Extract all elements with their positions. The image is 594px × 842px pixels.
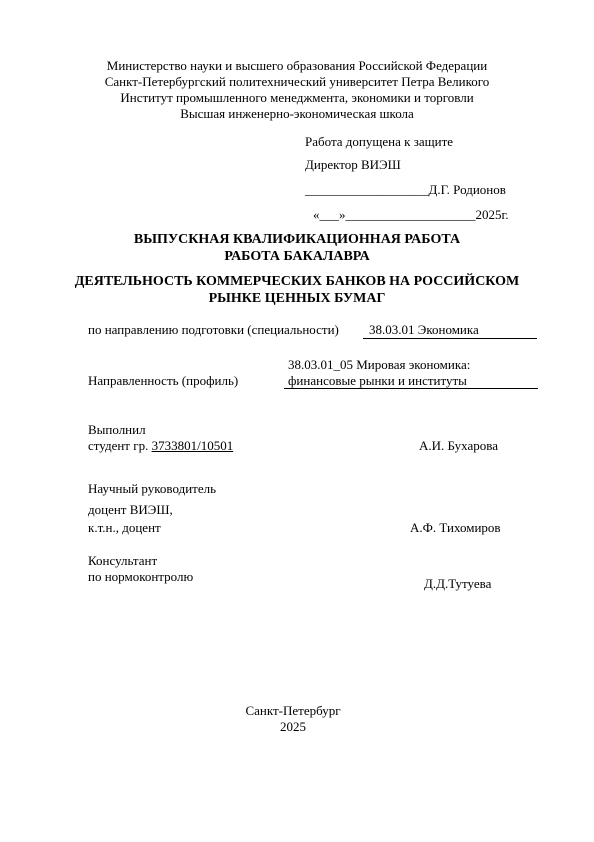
- director-label: Директор ВИЭШ: [305, 157, 401, 172]
- ministry-name: Министерство науки и высшего образования Российской Федерации: [106, 58, 488, 73]
- school-name: Высшая инженерно-экономическая школа: [180, 106, 414, 121]
- consultant-label: Консультант: [88, 553, 158, 568]
- footer-year: 2025: [280, 719, 306, 734]
- consultant-role: по нормоконтролю: [88, 569, 194, 584]
- supervisor-degree: к.т.н., доцент: [88, 520, 161, 535]
- profile-label: Направленность (профиль): [88, 373, 239, 388]
- supervisor-label: Научный руководитель: [88, 481, 217, 496]
- student-label: Выполнил: [88, 422, 146, 437]
- direction-value: 38.03.01 Экономика: [369, 322, 479, 337]
- supervisor-position: доцент ВИЭШ,: [88, 502, 173, 517]
- consultant-name: Д.Д.Тутуева: [424, 576, 492, 591]
- university-name: Санкт-Петербургский политехнический университет Петра Великого: [104, 74, 490, 89]
- director-signature-line: ___________________Д.Г. Родионов: [305, 182, 506, 197]
- direction-label: по направлению подготовки (специальности): [88, 322, 339, 337]
- profile-underline: [284, 388, 538, 389]
- institute-name: Институт промышленного менеджмента, экономики и торговли: [120, 90, 474, 105]
- footer-city: Санкт-Петербург: [245, 703, 341, 718]
- direction-underline: [363, 338, 537, 339]
- approval-date-line: «___»____________________2025г.: [313, 207, 509, 222]
- topic-title-line2: РЫНКЕ ЦЕННЫХ БУМАГ: [208, 291, 386, 306]
- student-name: А.И. Бухарова: [419, 438, 499, 453]
- work-degree-title: РАБОТА БАКАЛАВРА: [224, 249, 370, 264]
- profile-value-line1: 38.03.01_05 Мировая экономика:: [288, 357, 471, 372]
- supervisor-name: А.Ф. Тихомиров: [410, 520, 501, 535]
- student-group-line: [88, 438, 233, 454]
- profile-value-line2: финансовые рынки и институты: [288, 373, 467, 388]
- topic-title-line1: ДЕЯТЕЛЬНОСТЬ КОММЕРЧЕСКИХ БАНКОВ НА РОССИЙСКОМ: [74, 274, 520, 289]
- student-group-prefix: студент гр.: [88, 438, 152, 453]
- student-group-number: 3733801/10501: [151, 438, 234, 453]
- work-type-title: ВЫПУСКНАЯ КВАЛИФИКАЦИОННАЯ РАБОТА: [133, 232, 461, 247]
- admitted-to-defense: Работа допущена к защите: [305, 134, 454, 149]
